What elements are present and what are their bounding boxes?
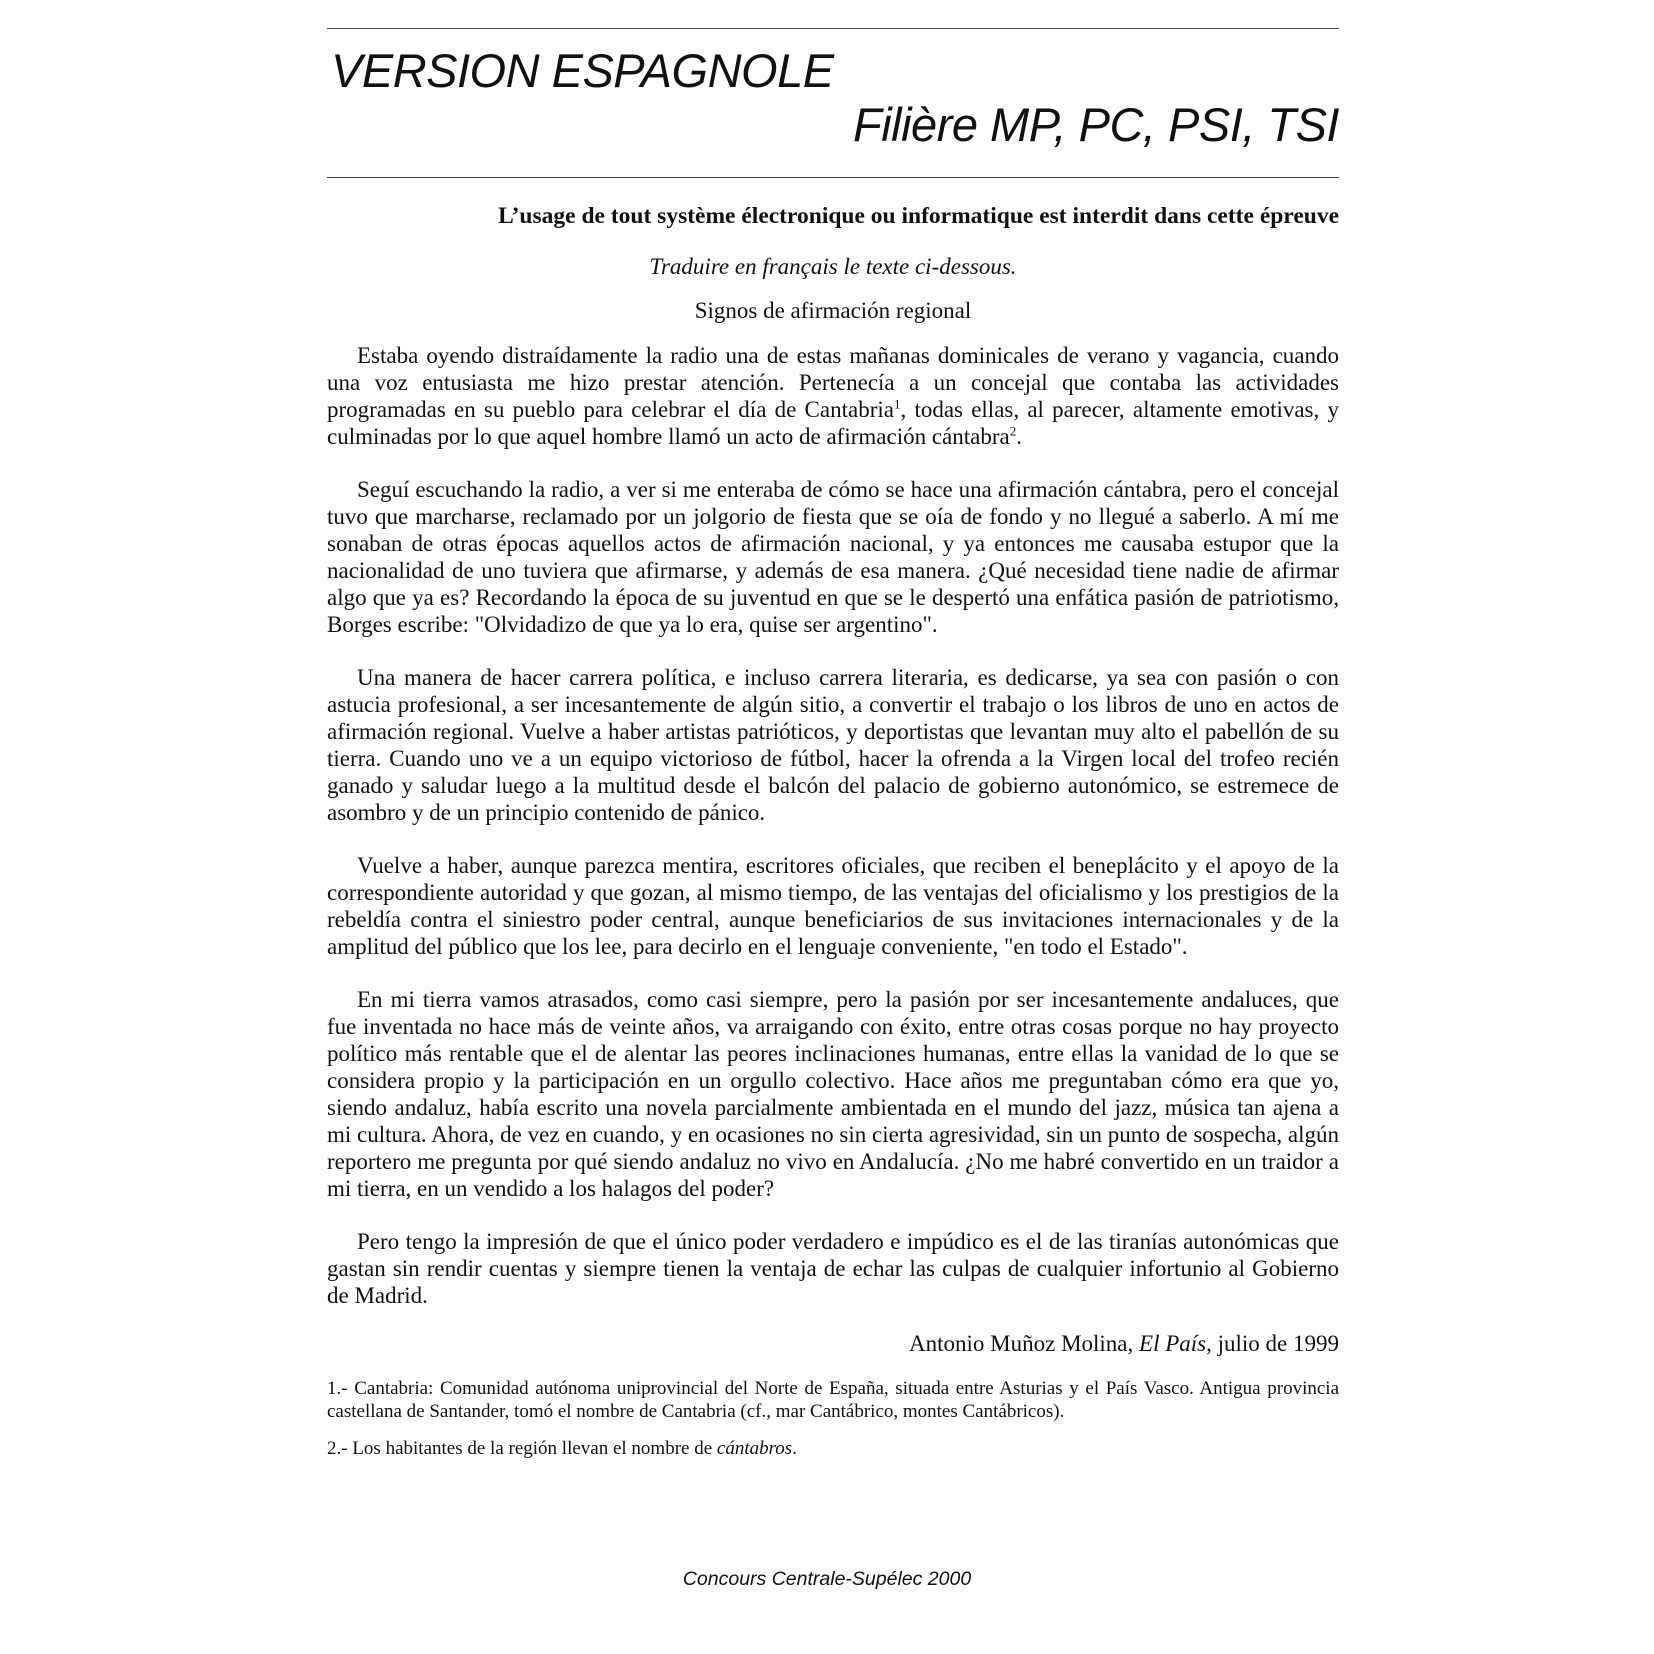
publication-date: , julio de 1999	[1206, 1330, 1339, 1356]
paragraph-6: Pero tengo la impresión de que el único poder verdadero e impúdico es el de las tiranías autonómicas que gastan sin rendir cuentas y siempre tienen la ventaja de echar las culpas de cualquier infortunio al Gobierno de Madrid.	[327, 1228, 1339, 1308]
translation-instruction: Traduire en français le texte ci-dessous.	[649, 254, 1017, 280]
page-header	[327, 29, 1339, 177]
author: Antonio Muñoz Molina,	[909, 1330, 1140, 1356]
footnote-1: 1.- Cantabria: Comunidad autónoma uniprovincial del Norte de España, situada entre Asturias y el País Vasco. Antigua provincia castellana de Santander, tomó el nombre de Cantabria (cf., mar Cantábrico, montes Cantábricos).	[327, 1377, 1339, 1422]
newspaper: El País	[1139, 1330, 1207, 1356]
footnote-ref-2: 2	[1009, 423, 1017, 439]
article-body	[327, 342, 1339, 1309]
footnote-2: 2.- Los habitantes de la región llevan el nombre de cántabros.	[327, 1437, 797, 1459]
paragraph-4: Vuelve a haber, aunque parezca mentira, escritores oficiales, que reciben el beneplácito y el apoyo de la correspondiente autoridad y que gozan, al mismo tiempo, de las ventajas del oficialismo y los prestigios de la rebeldía contra el siniestro poder central, aunque beneficiarios de sus invitaciones internacionales y de la amplitud del público que los lee, para decirlo en el lenguaje conveniente, "en todo el Estado".	[327, 852, 1339, 959]
footnotes	[327, 1377, 1339, 1460]
header-rule	[327, 177, 1339, 178]
paragraph-2: Seguí escuchando la radio, a ver si me enteraba de cómo se hace una afirmación cántabra, pero el concejal tuvo que marcharse, reclamado por un jolgorio de fiesta que se oía de fondo y no llegué a saberlo. A mí me sonaban de otras épocas aquellos actos de afirmación nacional, y ya entonces me causaba estupor que la nacionalidad de uno tuviera que afirmarse, y además de esa manera. ¿Qué necesidad tiene nadie de afirmar algo que ya es? Recordando la época de su juventud en que se le despertó una enfática pasión de patriotismo, Borges escribe: "Olvidadizo de que ya lo era, quise ser argentino".	[327, 476, 1339, 637]
electronics-warning: L’usage de tout système électronique ou informatique est interdit dans cette épreuve	[498, 203, 1339, 229]
footnote-ref-1: 1	[893, 396, 901, 412]
text-title: Signos de afirmación regional	[694, 298, 972, 324]
page-footer: Concours Centrale-Supélec 2000	[682, 1568, 972, 1590]
exam-page	[327, 28, 1339, 1474]
article-source	[327, 1329, 1339, 1359]
exam-streams: Filière MP, PC, PSI, TSI	[853, 98, 1339, 151]
paragraph-3: Una manera de hacer carrera política, e incluso carrera literaria, es dedicarse, ya sea con pasión o con astucia profesional, a ser incesantemente de algún sitio, a convertir el trabajo o los libros de uno en actos de afirmación regional. Vuelve a haber artistas patrióticos, y deportistas que levantan muy alto el pabellón de su tierra. Cuando uno ve a un equipo victorioso de fútbol, hacer la ofrenda a la Virgen local del trofeo recién ganado y saludar luego a la multitud desde el balcón del palacio de gobierno autonómico, se estremece de asombro y de un principio contenido de pánico.	[327, 664, 1339, 825]
paragraph-5: En mi tierra vamos atrasados, como casi siempre, pero la pasión por ser incesantemente andaluces, que fue inventada no hace más de veinte años, va arraigando con éxito, entre otras cosas porque no hay proyecto político más rentable que el de alentar las peores inclinaciones humanas, entre ellas la vanidad de lo que se considera propio y la participación en un orgullo colectivo. Hace años me preguntaban cómo era que yo, siendo andaluz, había escrito una novela parcialmente ambientada en el mundo del jazz, música tan ajena a mi cultura. Ahora, de vez en cuando, y en ocasiones no sin cierta agresividad, sin un punto de sospecha, algún reportero me pregunta por qué siendo andaluz no vivo en Andalucía. ¿No me habré convertido en un traidor a mi tierra, en un vendido a los halagos del poder?	[327, 986, 1339, 1201]
exam-title: VERSION ESPAGNOLE	[331, 44, 834, 97]
paragraph-1: Estaba oyendo distraídamente la radio una de estas mañanas dominicales de verano y vagancia, cuando una voz entusiasta me hizo prestar atención. Pertenecía a un concejal que contaba las actividades programadas en su pueblo para celebrar el día de Cantabria$^1$, todas ellas, al parecer, altamente emotivas, y culminadas por lo que aquel hombre llamó un acto de afirmación cántabra$^2$.	[327, 342, 1339, 449]
